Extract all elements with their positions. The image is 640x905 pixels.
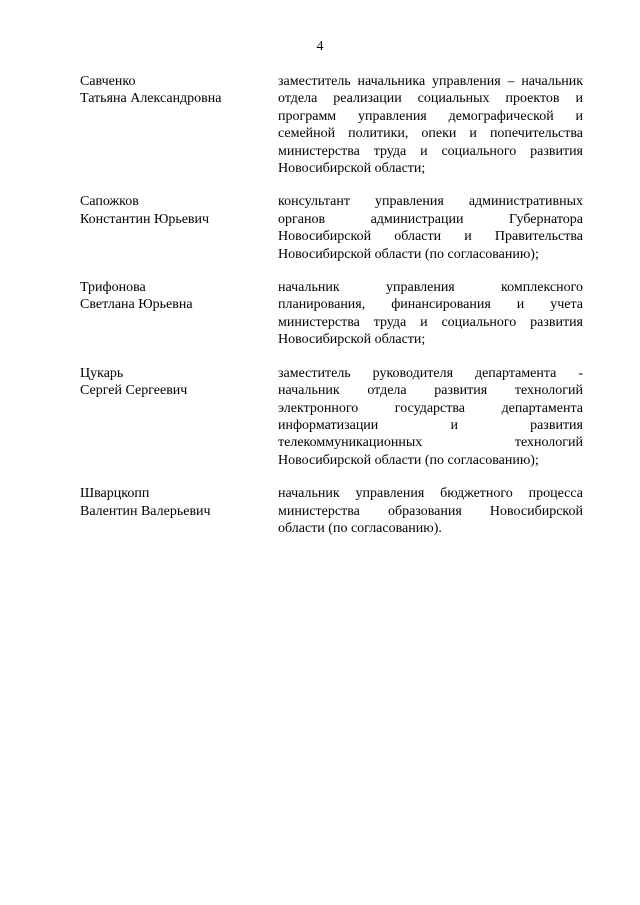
member-surname: Цукарь: [80, 365, 124, 381]
member-name: [80, 279, 278, 349]
member-name: [80, 365, 278, 469]
member-given-names: Валентин Валерьевич: [80, 503, 211, 519]
member-entry: [80, 73, 584, 177]
member-name: [80, 485, 278, 537]
member-entry: [80, 485, 584, 537]
member-surname: Сапожков: [80, 194, 139, 210]
member-position: начальник управления бюджетного процесса министерства образования Новосибирской области (по согласованию).: [278, 486, 583, 536]
member-list: [80, 73, 584, 553]
member-surname: Савченко: [80, 74, 136, 89]
member-given-names: Константин Юрьевич: [80, 211, 210, 227]
member-given-names: Татьяна Александровна: [80, 91, 222, 107]
page-number: 4: [316, 39, 324, 54]
member-name: [80, 73, 278, 177]
member-entry: [80, 193, 584, 263]
member-given-names: Сергей Сергеевич: [80, 383, 188, 399]
member-given-names: Светлана Юрьевна: [80, 297, 193, 313]
member-position: заместитель начальника управления – начальник отдела реализации социальных проектов и программ управления демографической и семейной политики, опеки и попечительства министерства труда и социального развития Новосибирской области;: [278, 74, 583, 177]
member-surname: Трифонова: [80, 280, 146, 296]
member-name: [80, 193, 278, 263]
member-entry: [80, 279, 584, 349]
member-entry: [80, 365, 584, 469]
member-position: консультант управления административных органов администрации Губернатора Новосибирской области и Правительства Новосибирской области (по согласованию);: [278, 194, 583, 262]
member-surname: Шварцкопп: [80, 486, 150, 502]
member-position: начальник управления комплексного планирования, финансирования и учета министерства труда и социального развития Новосибирской области;: [278, 280, 583, 348]
member-position: заместитель руководителя департамента - начальник отдела развития технологий электронного государства департамента информатизации и развития телекоммуникационных технологий Новосибирской области (по согласованию);: [278, 365, 583, 468]
